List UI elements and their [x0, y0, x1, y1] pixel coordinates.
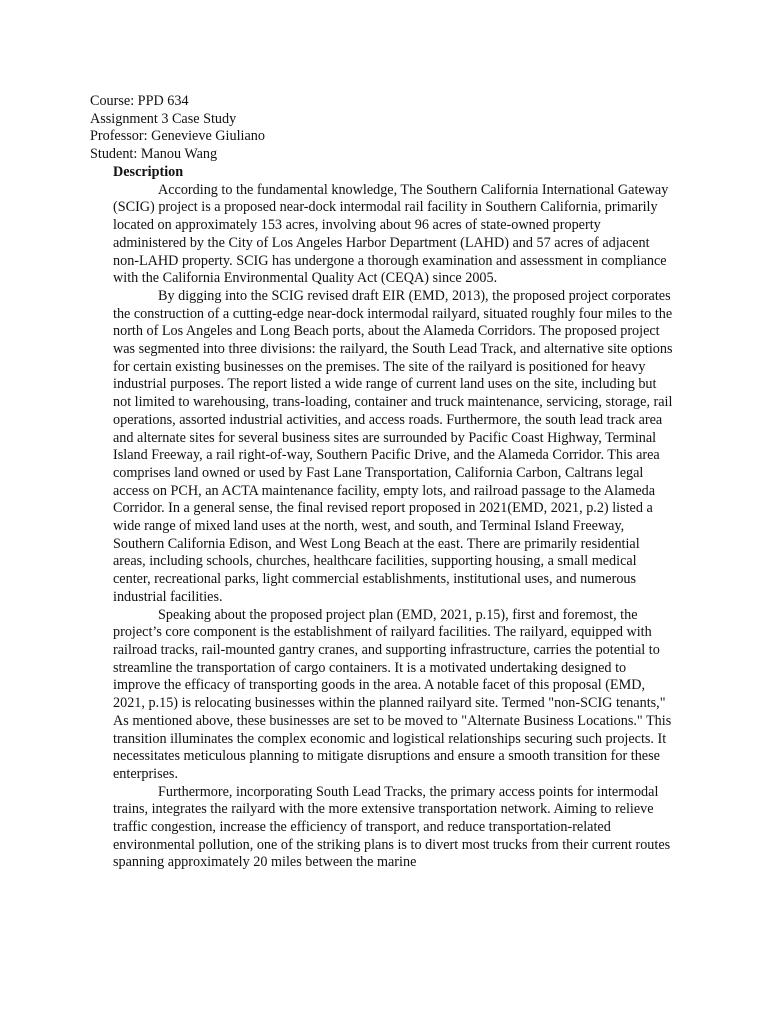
student-line: Student: Manou Wang: [90, 146, 218, 163]
document-header: [90, 93, 265, 164]
paragraph-1: According to the fundamental knowledge, The Southern California International Gateway (SCIG) project is a proposed near-dock intermodal rail facility in Southern California, primarily located on approximately 153 acres, involving about 96 acres of state-owned property administered by the City of Los Angeles Harbor Department (LAHD) and 57 acres of adjacent non-LAHD property. SCIG has undergone a thorough examination and assessment in compliance with the California Environmental Quality Act (CEQA) since 2005.: [113, 181, 669, 287]
professor-line: Professor: Genevieve Giuliano: [90, 128, 265, 145]
assignment-line: Assignment 3 Case Study: [90, 110, 237, 127]
paragraph-2: By digging into the SCIG revised draft EIR (EMD, 2013), the proposed project corporates the construction of a cutting-edge near-dock intermodal railyard, situated roughly four miles to the north of Los Angeles and Long Beach ports, about the Alameda Corridors. The proposed project was segmented into three divisions: the railyard, the South Lead Track, and alternative site options for certain existing businesses on the premises. The site of the railyard is positioned for heavy industrial purposes. The report listed a wide range of current land uses on the site, including but not limited to warehousing, trans-loading, container and truck maintenance, servicing, storage, rail operations, assorted industrial activities, and access roads. Furthermore, the south lead track area and alternate sites for several business sites are surrounded by Pacific Coast Highway, Terminal Island Freeway, a rail right-of-way, Southern Pacific Drive, and the Alameda Corridor. This area comprises land owned or used by Fast Lane Transportation, California Carbon, Caltrans legal access on PCH, an ACTA maintenance facility, empty lots, and railroad passage to the Alameda Corridor. In a general sense, the final revised report proposed in 2021(EMD, 2021, p.2) listed a wide range of mixed land uses at the north, west, and south, and Terminal Island Freeway, Southern California Edison, and West Long Beach at the east. There are primarily residential areas, including schools, churches, healthcare facilities, supporting housing, a small medical center, recreational parks, light commercial establishments, institutional uses, and numerous industrial facilities.: [113, 287, 673, 605]
section-heading: Description: [113, 164, 184, 180]
paragraph-4: Furthermore, incorporating South Lead Tracks, the primary access points for intermodal trains, integrates the railyard with the more extensive transportation network. Aiming to relieve traffic congestion, increase the efficiency of transport, and reduce transportation-related environmental pollution, one of the striking plans is to divert most trucks from their current routes spanning approximately 20 miles between the marine: [113, 783, 671, 871]
description-section: [113, 164, 675, 872]
course-line: Course: PPD 634: [90, 93, 189, 109]
paragraph-3: Speaking about the proposed project plan (EMD, 2021, p.15), first and foremost, the project’s core component is the establishment of railyard facilities. The railyard, equipped with railroad tracks, rail-mounted gantry cranes, and supporting infrastructure, carries the potential to streamline the transportation of cargo containers. It is a motivated undertaking designed to improve the efficacy of transporting goods in the area. A notable facet of this proposal (EMD, 2021, p.15) is relocating businesses within the planned railyard site. Termed "non-SCIG tenants," As mentioned above, these businesses are set to be moved to "Alternate Business Locations." This transition illuminates the complex economic and logistical relationships securing such projects. It necessitates meticulous planning to mitigate disruptions and ensure a smooth transition for these enterprises.: [113, 606, 672, 782]
